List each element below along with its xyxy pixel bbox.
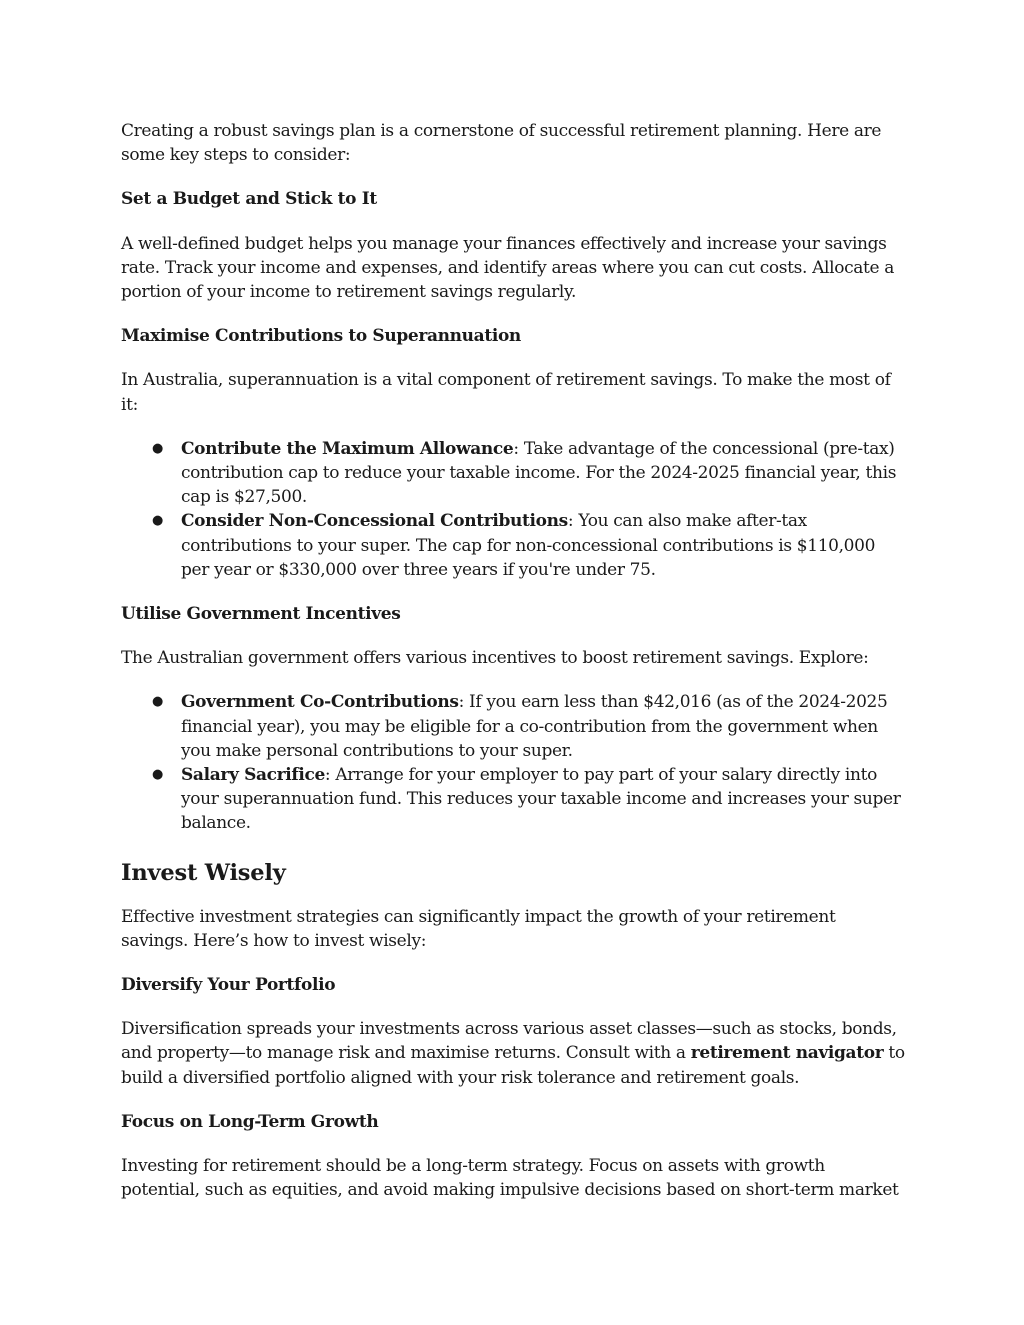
retirement-navigator-link: retirement navigator: [690, 1043, 884, 1064]
intro-paragraph: Creating a robust savings plan is a cornerstone of successful retirement planning. Here are some key steps to consider:: [121, 121, 882, 166]
list-item-term: Government Co-Contributions: [181, 692, 459, 713]
list-item-term: Salary Sacrifice: [181, 765, 325, 786]
superannuation-list: [121, 437, 906, 582]
heading-incentives: Utilise Government Incentives: [121, 604, 401, 625]
diversify-paragraph: [121, 1017, 906, 1090]
list-item: [121, 509, 906, 582]
budget-paragraph: A well-defined budget helps you manage your finances effectively and increase your savings rate. Track your income and expenses, and identify areas where you can cut costs. Allocate a portion of your income to retirement savings regularly.: [121, 233, 895, 303]
heading-diversify: Diversify Your Portfolio: [121, 975, 336, 996]
heading-superannuation: Maximise Contributions to Superannuation: [121, 326, 521, 347]
list-item: [121, 763, 906, 836]
list-item-term: Consider Non-Concessional Contributions: [181, 511, 568, 532]
list-item: [121, 690, 906, 763]
bullet-icon: ●: [152, 767, 163, 783]
bullet-icon: ●: [152, 440, 163, 456]
incentives-paragraph: The Australian government offers various incentives to boost retirement savings. Explore:: [121, 648, 869, 669]
list-item: [121, 437, 906, 510]
list-item-desc: : You can also make after-tax contributions to your super. The cap for non-concessional contributions is $110,000 per year or $330,000 over three years if you're under 75.: [181, 511, 876, 580]
list-item-desc: : If you earn less than $42,016 (as of the 2024-2025 financial year), you may be eligible for a co-contribution from the government when you make personal contributions to your super.: [181, 692, 888, 761]
diversify-text-before: Diversification spreads your investments across various asset classes—such as stocks, bonds, and property—to manage risk and maximise returns. Consult with a: [121, 1019, 897, 1064]
list-item-desc: : Take advantage of the concessional (pre-tax) contribution cap to reduce your taxable income. For the 2024-2025 financial year, this cap is $27,500.: [181, 438, 897, 508]
list-item-desc: : Arrange for your employer to pay part of your salary directly into your superannuation fund. This reduces your taxable income and increases your super balance.: [181, 765, 901, 834]
diversify-text-after: to build a diversified portfolio aligned with your risk tolerance and retirement goals.: [121, 1043, 905, 1088]
incentives-list: [121, 690, 906, 835]
list-item-term: Contribute the Maximum Allowance: [181, 438, 514, 459]
superannuation-paragraph: In Australia, superannuation is a vital component of retirement savings. To make the most of it:: [121, 370, 891, 415]
document-page: [121, 119, 906, 1223]
growth-paragraph: Investing for retirement should be a long-term strategy. Focus on assets with growth potential, such as equities, and avoid making impulsive decisions based on short-term market: [121, 1156, 899, 1201]
heading-budget: Set a Budget and Stick to It: [121, 189, 377, 210]
bullet-icon: ●: [152, 513, 163, 529]
heading-long-term-growth: Focus on Long-Term Growth: [121, 1111, 379, 1132]
bullet-icon: ●: [152, 694, 163, 710]
invest-paragraph: Effective investment strategies can significantly impact the growth of your retirement savings. Here’s how to invest wisely:: [121, 906, 836, 951]
heading-invest-wisely: Invest Wisely: [121, 859, 286, 886]
